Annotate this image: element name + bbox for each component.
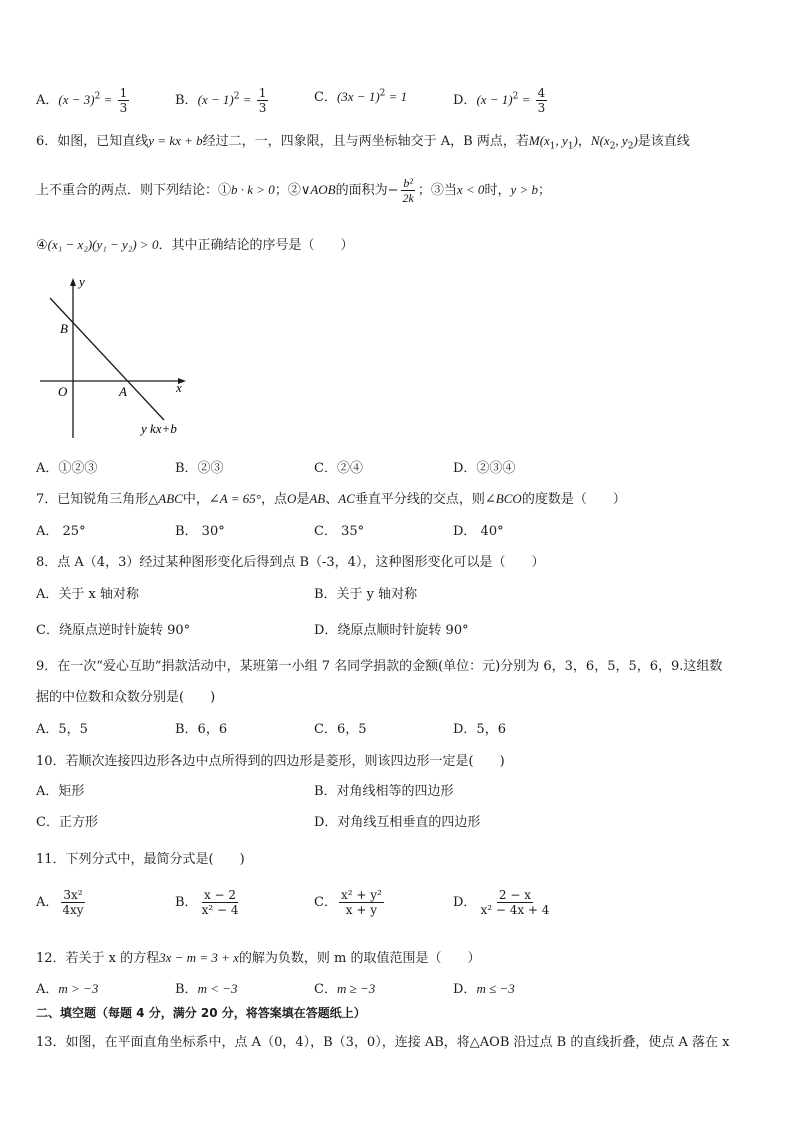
numerator: 1: [119, 86, 128, 100]
option-label: B．: [175, 982, 198, 997]
q5-option-d-label: D．: [453, 93, 477, 108]
option-fraction: [478, 888, 551, 917]
numerator: 2 − x: [498, 888, 531, 902]
text: 6．如图，已知直线: [36, 134, 149, 149]
point-n: , y: [615, 133, 628, 148]
q5-option-d-frac: [536, 86, 548, 115]
text: 垂直平分线的交点，则: [354, 492, 485, 507]
q5-option-d-eq: =: [518, 92, 534, 107]
q7-option-b: B． 30°: [175, 524, 225, 539]
q10-option-a: A．矩形: [36, 784, 85, 799]
point-n: N(x: [590, 133, 610, 148]
option-label: C．: [314, 895, 337, 910]
q12-option-a: [36, 978, 98, 997]
text: −: [387, 183, 399, 198]
option-label: C．: [314, 982, 337, 997]
q5-option-b-power: 2: [233, 91, 240, 102]
q12-option-b: [175, 978, 238, 997]
q5-option-c: [314, 86, 407, 105]
numerator: x² + y²: [340, 888, 382, 902]
q5-option-d-power: 2: [512, 91, 519, 102]
q7-option-c: C． 35°: [314, 524, 365, 539]
q10-option-c: C．正方形: [36, 815, 98, 830]
option-fraction: [339, 888, 384, 917]
point-b-label: B: [60, 321, 68, 336]
text: 的解为负数，则 m 的取值范围是（ ）: [238, 951, 481, 966]
q5-option-a-label: A．: [36, 93, 59, 108]
text: 是该直线: [637, 134, 690, 149]
graph-line: [50, 298, 164, 420]
q6-stem-line3: [36, 234, 353, 253]
point-a-label: A: [119, 384, 127, 399]
q8-option-a: A．关于 x 轴对称: [36, 587, 139, 602]
text: 中，: [182, 492, 209, 507]
q9-option-a: A．5，5: [36, 722, 88, 737]
formula: ∨AOB: [300, 182, 336, 197]
q11-option-d: [453, 888, 553, 917]
q12-option-d: [453, 978, 515, 997]
origin-label: O: [58, 384, 68, 399]
option-fraction: [200, 888, 241, 917]
q9-option-d: D．5，6: [453, 722, 506, 737]
formula: ∠A = 65°: [208, 491, 261, 506]
q9-stem-line1: 9．在一次“爱心互助”捐款活动中，某班第一小组 7 名同学捐款的金额(单位：元)分别为 6，3，6，5，5，6，9.这组数: [36, 659, 723, 674]
q6-stem-line2: [36, 176, 551, 205]
q5-option-a-power: 2: [94, 91, 101, 102]
q5-option-c-expr: (3x − 1): [336, 89, 380, 104]
denominator: 3: [537, 101, 546, 115]
numerator: b²: [403, 176, 414, 190]
q9-option-c: C．6，5: [314, 722, 367, 737]
q5-option-c-power: 2: [379, 88, 386, 99]
y-axis-label: y: [79, 274, 85, 289]
subscript: 2: [627, 141, 634, 152]
formula: x < 0: [456, 182, 485, 197]
text: ；: [538, 183, 552, 198]
denominator: x² − 4x + 4: [480, 903, 550, 917]
q11-stem: 11．下列分式中，最简分式是( ): [36, 852, 245, 867]
numerator: 3x²: [63, 888, 83, 902]
q5-option-b-frac: [257, 86, 269, 115]
q5-option-a-frac: [118, 86, 130, 115]
q9-option-b: B．6，6: [175, 722, 228, 737]
formula: 3x − m = 3 + x: [159, 950, 239, 965]
q5-option-b-expr: (x − 1): [197, 92, 234, 107]
q9-stem-line2: 据的中位数和众数分别是( ): [36, 690, 216, 705]
formula: b · k > 0: [231, 182, 275, 197]
formula: △ABC: [148, 491, 183, 506]
point-m: , y: [555, 133, 568, 148]
point-n: ): [633, 133, 638, 148]
q8-option-b: B．关于 y 轴对称: [314, 587, 418, 602]
text: ，点: [260, 492, 287, 507]
option-label: A．: [36, 895, 59, 910]
q11-option-b: [175, 888, 242, 917]
point-m: M(x: [528, 133, 550, 148]
q5-option-b: [175, 86, 270, 115]
line-label: y kx+b: [141, 421, 177, 436]
formula: AC: [338, 491, 355, 506]
formula: AB: [309, 491, 326, 506]
denominator: x² − 4: [201, 903, 239, 917]
point-m: ): [573, 133, 578, 148]
q13-stem: 13．如图，在平面直角坐标系中，点 A（0，4），B（3，0），连接 AB，将△AOB 沿过点 B 的直线折叠，使点 A 落在 x: [36, 1035, 730, 1050]
q10-option-b: B．对角线相等的四边形: [314, 784, 454, 799]
subscript: 2: [609, 141, 616, 152]
text: ；②: [274, 183, 301, 198]
option-value: m ≤ −3: [476, 981, 515, 996]
text: 的面积为: [335, 183, 388, 198]
q7-stem: [36, 488, 626, 507]
subscript: 1: [567, 141, 574, 152]
formula: O: [286, 491, 297, 506]
text: ；③当: [417, 183, 457, 198]
q5-option-c-eq: = 1: [385, 89, 408, 104]
text: ，: [577, 134, 591, 149]
denominator: x + y: [345, 903, 377, 917]
option-label: B．: [175, 895, 198, 910]
option-fraction: [60, 888, 85, 917]
text: 的度数是（ ）: [521, 492, 626, 507]
q7-option-d: D． 40°: [453, 524, 504, 539]
numerator: 1: [258, 86, 267, 100]
text: 7．已知锐角三角形: [36, 492, 149, 507]
q5-option-a-eq: =: [100, 92, 116, 107]
q7-option-a: A． 25°: [36, 524, 86, 539]
q6-option-b: B．②③: [175, 461, 224, 476]
q6-option-c: C．②④: [314, 461, 363, 476]
formula: (x₁ − x₂)(y₁ − y₂) > 0: [47, 237, 159, 252]
numerator: 4: [537, 86, 546, 100]
section-heading: 二、填空题（每题 4 分，满分 20 分，将答案填在答题纸上）: [36, 1006, 366, 1020]
x-axis-label: x: [176, 380, 182, 395]
y-axis-arrow: [70, 278, 76, 286]
q5-option-d-expr: (x − 1): [476, 92, 513, 107]
text: 、: [325, 492, 339, 507]
line-equation: y = kx + b: [148, 133, 203, 148]
text: 上不重合的两点．则下列结论：①: [36, 183, 232, 198]
q10-stem: 10．若顺次连接四边形各边中点所得到的四边形是菱形，则该四边形一定是( ): [36, 754, 505, 769]
option-value: m > −3: [58, 981, 99, 996]
q12-option-c: [314, 978, 375, 997]
option-value: m < −3: [197, 981, 238, 996]
q8-option-c: C．绕原点逆时针旋转 90°: [36, 623, 191, 638]
q6-stem-line1: [36, 130, 690, 152]
text: 12．若关于 x 的方程: [36, 951, 160, 966]
denominator: 3: [258, 101, 267, 115]
option-label: D．: [453, 982, 477, 997]
q5-option-b-label: B．: [175, 93, 198, 108]
option-value: m ≥ −3: [336, 981, 376, 996]
text: 是: [296, 492, 310, 507]
q11-option-c: [314, 888, 386, 917]
option-label: A．: [36, 982, 59, 997]
option-label: D．: [453, 895, 477, 910]
q8-stem: 8．点 A（4，3）经过某种图形变化后得到点 B（-3，4），这种图形变化可以是（ ）: [36, 555, 545, 570]
q6-option-a: A．①②③: [36, 461, 98, 476]
q5-option-b-eq: =: [239, 92, 255, 107]
denominator: 4xy: [62, 903, 84, 917]
q5-option-a: [36, 86, 131, 115]
text: 经过二，一，四象限，且与两坐标轴交于 A，B 两点，若: [202, 134, 529, 149]
denominator: 2k: [402, 191, 414, 205]
q11-option-a: [36, 888, 88, 917]
q6-option-d: D．②③④: [453, 461, 516, 476]
subscript: 1: [549, 141, 556, 152]
q10-option-d: D．对角线互相垂直的四边形: [314, 815, 481, 830]
text: ．其中正确结论的序号是（ ）: [158, 238, 354, 253]
formula: ∠BCO: [484, 491, 522, 506]
formula: y > b: [510, 182, 538, 197]
text: 时，: [484, 183, 511, 198]
q5-option-d: [453, 86, 549, 115]
q8-option-d: D．绕原点顺时针旋转 90°: [314, 623, 469, 638]
q5-option-a-expr: (x − 3): [58, 92, 95, 107]
q5-option-c-label: C．: [314, 90, 337, 105]
text: ④: [36, 238, 48, 253]
numerator: x − 2: [203, 888, 237, 902]
area-fraction: [401, 176, 416, 205]
denominator: 3: [119, 101, 128, 115]
q12-stem: [36, 947, 480, 966]
q6-graph: [36, 270, 206, 445]
